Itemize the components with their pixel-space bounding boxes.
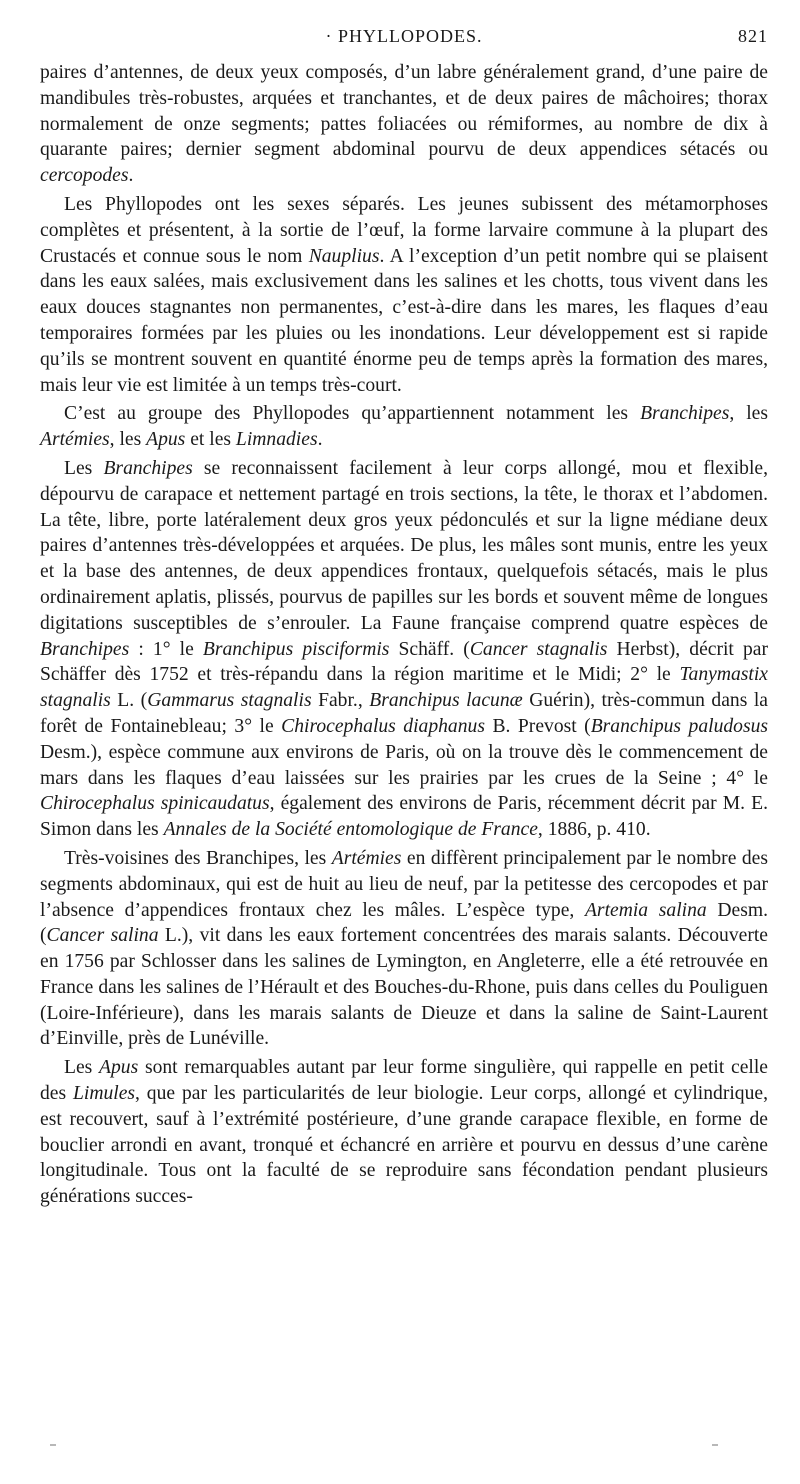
text-run: Les (64, 457, 104, 479)
paragraph-p1 (40, 60, 768, 189)
margin-mark (50, 1444, 56, 1446)
text-run: L. ( (110, 690, 148, 712)
italic-term: Branchipes (640, 403, 730, 425)
italic-term: Limules (72, 1083, 136, 1105)
bottom-margin-marks (40, 1444, 768, 1458)
italic-term: Apus (99, 1057, 139, 1079)
text-run: Guérin), très-commun dans la forêt de Fontainebleau; 3° le (40, 690, 768, 737)
text-run: Les (64, 1057, 100, 1079)
text-run: . (317, 429, 323, 451)
text-run: . A l’exception d’un petit nombre qui se plaisent dans les eaux salées, mais exclusivement dans les salines et les chotts, tous vivent dans les eaux douces stagnantes non permanentes, c’est-à-dire dans les mares, les flaques d’eau temporaires formées par les pluies ou les inondations. Leur développement est si rapide qu’ils se montrent souvent en quantité énorme peu de temps après la formation des mares, mais leur vie est limitée à un temps très-court. (40, 245, 768, 396)
text-run: Très-voisines des Branchipes, les (64, 847, 332, 869)
text-run: : 1° le (129, 638, 203, 660)
italic-term: Annales de la Société entomologique de France (163, 819, 538, 841)
paragraph-p6 (40, 1055, 768, 1210)
italic-term: Chirocephalus spinicaudatus (40, 793, 270, 815)
text-run: , les (109, 429, 147, 451)
italic-term: Artémies (331, 847, 402, 869)
italic-term: Artemia salina (584, 899, 707, 921)
italic-term: Cancer stagnalis (469, 638, 608, 660)
paragraph-p2 (40, 192, 768, 398)
text-run: , également des environs de Paris, récemment décrit par M. E. Simon dans les (40, 793, 768, 841)
text-run: , 1886, p. 410. (537, 819, 651, 841)
italic-term: Branchipes (103, 457, 193, 479)
page-number: 821 (738, 26, 768, 46)
text-run: se reconnaissent facilement à leur corps allongé, mou et flexible, dépourvu de carapace et nettement partagé en trois sections, la tête, le thorax et l’abdomen. La tête, libre, porte latéralement deux gros yeux pédonculés et sur la ligne médiane deux paires d’antennes très-développées et arquées. De plus, les mâles sont munis, entre les yeux et la base des antennes, de deux appendices frontaux, quelquefois sétacés, mais le plus ordinairement aplatis, plissés, pourvus de papilles sur les bords et souvent même de longues digitations susceptibles de s’enrouler. La Faune française comprend quatre espèces de (40, 457, 768, 634)
italic-term: Tanymastix stagnalis (40, 664, 768, 712)
italic-term: Chirocephalus diaphanus (281, 715, 485, 737)
text-run: , que par les particularités de leur biologie. Leur corps, allongé et cylindrique, est recouvert, sauf à l’extrémité postérieure, d’une grande carapace flexible, en forme de bouclier arrondi en avant, tronqué et échancré en arrière et pourvu en dessus d’une carène longitudinale. Tous ont la faculté de se reproduire sans fécondation pendant plusieurs générations succes- (40, 1083, 768, 1208)
italic-term: Branchipus pisciformis (202, 638, 390, 660)
text-run: , les (729, 403, 769, 425)
text-run: L.), vit dans les eaux fortement concentrées des marais salants. Découverte en 1756 par Schlosser dans les salines de Lymington, en Angleterre, elle a été retrouvée en France dans les salines de l’Hérault et des Bouches-du-Rhone, puis dans celles du Pouliguen (Loire-Inférieure), dans les marais salants de Dieuze et dans la saline de Saint-Laurent d’Einville, près de Lunéville. (40, 925, 768, 1050)
italic-term: Artémies (40, 429, 110, 451)
text-run: Les Phyllopodes ont les sexes séparés. Les jeunes subissent des métamorphoses complètes et présentent, à la sortie de l’œuf, la forme larvaire commune à la plupart des Crustacés et connue sous le nom (40, 193, 768, 267)
text-run: paires d’antennes, de deux yeux composés, d’un labre généralement grand, d’une paire de mandibules très-robustes, arquées et tranchantes, et de deux paires de mâchoires; thorax normalement de onze segments; pattes foliacées ou rémiformes, au nombre de dix à quarante paires; dernier segment abdominal pourvu de deux appendices sétacés ou (40, 62, 768, 161)
text-run: Herbst), décrit par Schäffer dès 1752 et très-répandu dans la région maritime et le Midi; 2° le (40, 638, 768, 686)
body-text (40, 60, 768, 1210)
text-run: Desm. ( (40, 899, 768, 947)
italic-term: Branchipus paludosus (590, 715, 769, 737)
text-run: Desm.), espèce commune aux environs de Paris, où on la trouve dès le commencement de mars dans les flaques d’eau laissées sur les prairies par les crues de la Seine ; 4° le (40, 741, 768, 789)
italic-term: Cancer salina (46, 925, 159, 947)
italic-term: Branchipes (40, 638, 130, 660)
text-run: Fabr., (311, 690, 370, 712)
paragraph-p5 (40, 846, 768, 1052)
italic-term: Apus (146, 429, 186, 451)
paragraph-p3 (40, 401, 768, 453)
text-run: Schäff. ( (389, 638, 470, 660)
text-run: sont remarquables autant par leur forme singulière, qui rappelle en petit celle des (40, 1057, 768, 1105)
italic-term: Gammarus stagnalis (147, 690, 312, 712)
running-head-title: · PHYLLOPODES. (325, 26, 483, 46)
running-head (40, 26, 768, 52)
italic-term: Nauplius (308, 245, 380, 267)
text-run: et les (185, 429, 236, 451)
text-run: . (128, 165, 134, 187)
margin-mark (712, 1444, 718, 1446)
italic-term: cercopodes (40, 165, 129, 187)
text-run: C’est au groupe des Phyllopodes qu’appartiennent notamment les (64, 403, 641, 425)
text-run: en diffèrent principalement par le nombre des segments abdominaux, qui est de huit au lieu de neuf, par la petitesse des cercopodes et par l’absence d’appendices frontaux chez les mâles. L’espèce type, (40, 847, 768, 921)
italic-term: Limnadies (235, 429, 318, 451)
paragraph-p4 (40, 456, 768, 843)
italic-term: Branchipus lacunæ (369, 690, 523, 712)
text-run: B. Prevost ( (484, 715, 591, 737)
